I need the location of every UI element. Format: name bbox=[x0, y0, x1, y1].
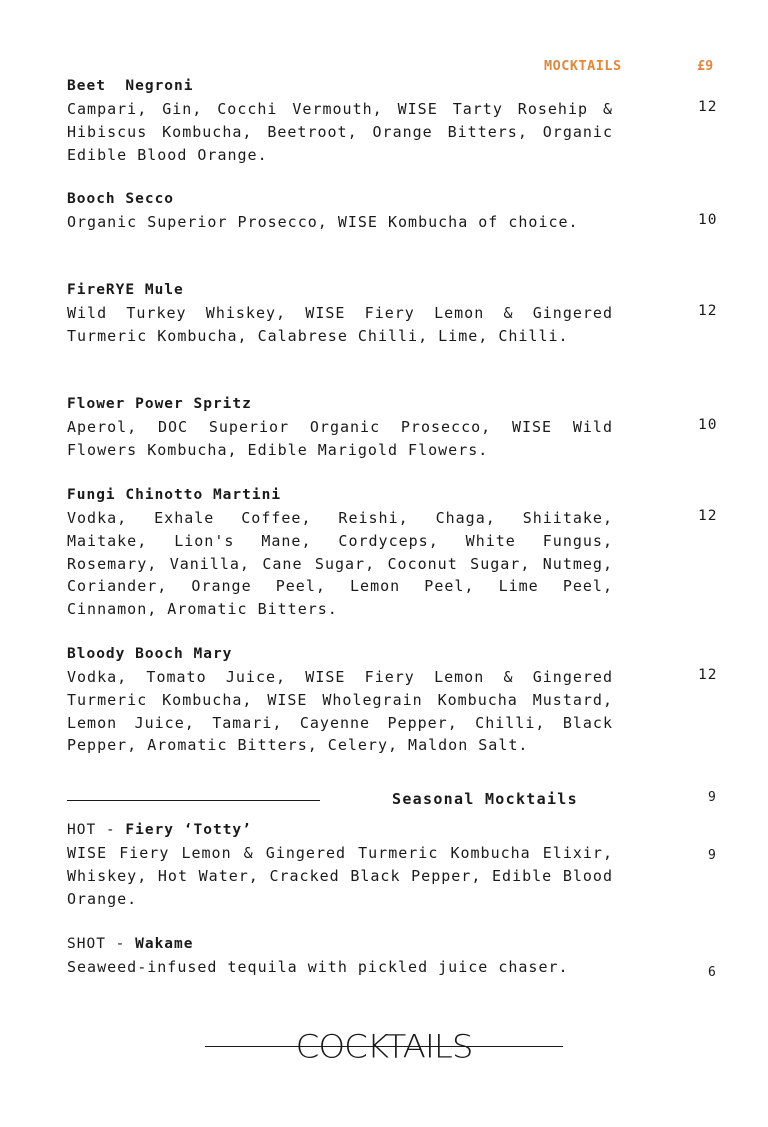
menu-item bbox=[67, 279, 727, 348]
logo-text: COCKTAILS bbox=[295, 1028, 473, 1066]
menu-item bbox=[67, 484, 727, 621]
menu-item bbox=[67, 643, 727, 757]
divider bbox=[67, 800, 320, 801]
item-price: 12 bbox=[698, 508, 718, 524]
item-price: 10 bbox=[698, 417, 718, 433]
section-label: MOCKTAILS bbox=[544, 58, 622, 74]
item-description: Organic Superior Prosecco, WISE Kombucha of choice. bbox=[67, 213, 579, 231]
item-name: FireRYE Mule bbox=[67, 282, 184, 298]
item-price: 12 bbox=[698, 667, 718, 683]
item-price: 10 bbox=[698, 212, 718, 228]
item-name: Bloody Booch Mary bbox=[67, 646, 233, 662]
menu-item bbox=[67, 188, 727, 234]
section-price: £9 bbox=[697, 58, 714, 74]
seasonal-title: Seasonal Mocktails bbox=[392, 790, 578, 808]
item-name: Wakame bbox=[135, 936, 194, 952]
item-description: Aperol, DOC Superior Organic Prosecco, WISE Wild Flowers Kombucha, Edible Marigold Flowers. bbox=[67, 418, 613, 459]
cocktails-logo bbox=[205, 1022, 563, 1072]
item-description: Seaweed-infused tequila with pickled juice chaser. bbox=[67, 958, 569, 976]
item-price: 12 bbox=[698, 303, 718, 319]
item-description: Campari, Gin, Cocchi Vermouth, WISE Tarty Rosehip & Hibiscus Kombucha, Beetroot, Orange Bitters, Organic Edible Blood Orange. bbox=[67, 100, 613, 164]
item-prefix: HOT - bbox=[67, 822, 126, 838]
seasonal-price: 9 bbox=[708, 790, 716, 805]
item-price: 12 bbox=[698, 99, 718, 115]
item-name: Beet Negroni bbox=[67, 78, 194, 94]
seasonal-header bbox=[0, 790, 768, 812]
item-description: WISE Fiery Lemon & Gingered Turmeric Kombucha Elixir, Whiskey, Hot Water, Cracked Black Pepper, Edible Blood Orange. bbox=[67, 844, 613, 908]
menu-item bbox=[67, 393, 727, 462]
logo-strikethrough-line bbox=[205, 1046, 563, 1047]
seasonal-item bbox=[67, 933, 727, 979]
item-name: Fiery ‘Totty’ bbox=[125, 822, 252, 838]
item-price: 9 bbox=[708, 848, 717, 863]
item-prefix: SHOT - bbox=[67, 936, 136, 952]
item-name: Booch Secco bbox=[67, 191, 175, 207]
item-name: Flower Power Spritz bbox=[67, 396, 252, 412]
item-description: Vodka, Exhale Coffee, Reishi, Chaga, Shiitake, Maitake, Lion's Mane, Cordyceps, White Fungus, Rosemary, Vanilla, Cane Sugar, Coconut Sugar, Nutmeg, Coriander, Orange Peel, Lemon Peel, Lime Peel, Cinnamon, Aromatic Bitters. bbox=[67, 509, 613, 619]
item-description: Wild Turkey Whiskey, WISE Fiery Lemon & Gingered Turmeric Kombucha, Calabrese Chilli, Lime, Chilli. bbox=[67, 304, 613, 345]
item-description: Vodka, Tomato Juice, WISE Fiery Lemon & Gingered Turmeric Kombucha, WISE Wholegrain Kombucha Mustard, Lemon Juice, Tamari, Cayenne Pepper, Chilli, Black Pepper, Aromatic Bitters, Celery, Maldon Salt. bbox=[67, 668, 613, 755]
menu-item bbox=[67, 75, 727, 166]
item-name: Fungi Chinotto Martini bbox=[67, 487, 282, 503]
seasonal-item bbox=[67, 819, 727, 910]
item-price: 6 bbox=[708, 965, 717, 980]
